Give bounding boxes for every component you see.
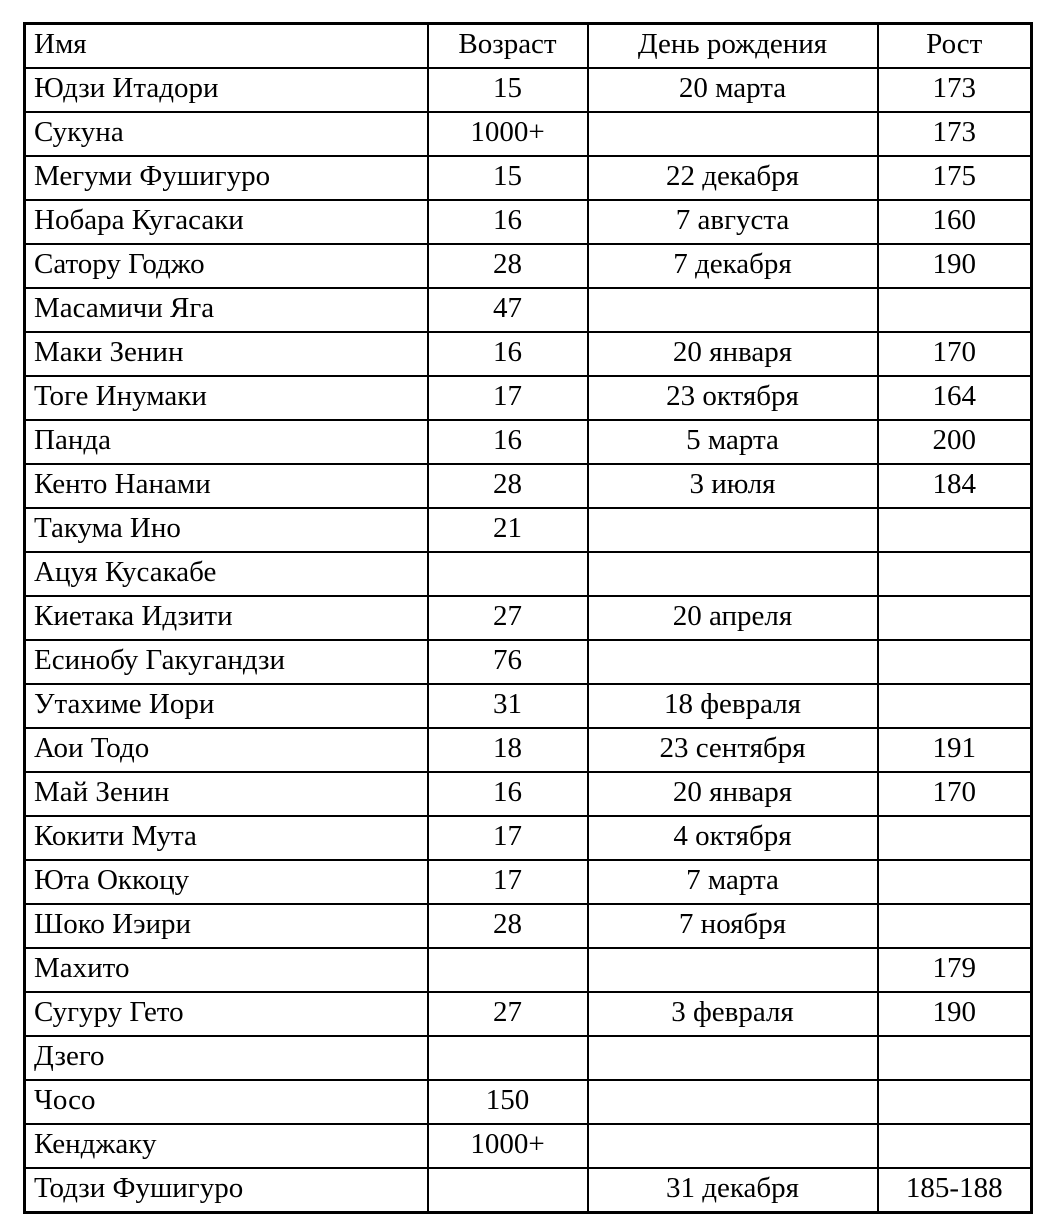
cell-name: Ацуя Кусакабе xyxy=(25,552,428,596)
cell-height xyxy=(878,640,1032,684)
cell-age: 16 xyxy=(428,200,588,244)
cell-age: 17 xyxy=(428,376,588,420)
cell-name: Тодзи Фушигуро xyxy=(25,1168,428,1213)
cell-name: Сатору Годжо xyxy=(25,244,428,288)
cell-height: 170 xyxy=(878,772,1032,816)
cell-birthday: 7 декабря xyxy=(588,244,878,288)
cell-name: Мегуми Фушигуро xyxy=(25,156,428,200)
cell-name: Маки Зенин xyxy=(25,332,428,376)
cell-age: 28 xyxy=(428,464,588,508)
table-row xyxy=(25,684,1032,728)
cell-birthday: 23 октября xyxy=(588,376,878,420)
table-row xyxy=(25,1124,1032,1168)
cell-birthday: 3 февраля xyxy=(588,992,878,1036)
cell-birthday: 4 октября xyxy=(588,816,878,860)
cell-name: Юдзи Итадори xyxy=(25,68,428,112)
table-row xyxy=(25,904,1032,948)
cell-name: Тоге Инумаки xyxy=(25,376,428,420)
column-header-age: Возраст xyxy=(428,24,588,69)
cell-birthday xyxy=(588,948,878,992)
table-row xyxy=(25,728,1032,772)
table-row xyxy=(25,772,1032,816)
cell-age: 21 xyxy=(428,508,588,552)
cell-birthday xyxy=(588,1036,878,1080)
table-row xyxy=(25,860,1032,904)
cell-name: Утахиме Иори xyxy=(25,684,428,728)
cell-name: Юта Оккоцу xyxy=(25,860,428,904)
cell-name: Такума Ино xyxy=(25,508,428,552)
cell-name: Аои Тодо xyxy=(25,728,428,772)
cell-age: 28 xyxy=(428,244,588,288)
cell-birthday xyxy=(588,640,878,684)
cell-height: 190 xyxy=(878,244,1032,288)
cell-name: Масамичи Яга xyxy=(25,288,428,332)
cell-birthday: 20 января xyxy=(588,332,878,376)
cell-name: Чосо xyxy=(25,1080,428,1124)
table-row xyxy=(25,112,1032,156)
cell-age: 150 xyxy=(428,1080,588,1124)
cell-height: 173 xyxy=(878,68,1032,112)
cell-age: 18 xyxy=(428,728,588,772)
table-row xyxy=(25,420,1032,464)
cell-age: 15 xyxy=(428,156,588,200)
cell-age: 15 xyxy=(428,68,588,112)
cell-age: 17 xyxy=(428,816,588,860)
table-row xyxy=(25,288,1032,332)
cell-age: 1000+ xyxy=(428,112,588,156)
cell-height xyxy=(878,288,1032,332)
cell-birthday: 20 марта xyxy=(588,68,878,112)
cell-age: 16 xyxy=(428,772,588,816)
cell-age: 17 xyxy=(428,860,588,904)
cell-height: 160 xyxy=(878,200,1032,244)
cell-birthday xyxy=(588,508,878,552)
column-header-birthday: День рождения xyxy=(588,24,878,69)
characters-table xyxy=(23,22,1033,1214)
cell-name: Махито xyxy=(25,948,428,992)
cell-birthday: 7 марта xyxy=(588,860,878,904)
cell-name: Дзего xyxy=(25,1036,428,1080)
cell-name: Сугуру Гето xyxy=(25,992,428,1036)
cell-name: Шоко Иэири xyxy=(25,904,428,948)
cell-name: Панда xyxy=(25,420,428,464)
cell-age: 47 xyxy=(428,288,588,332)
cell-height xyxy=(878,816,1032,860)
cell-height: 170 xyxy=(878,332,1032,376)
cell-birthday xyxy=(588,1124,878,1168)
cell-age xyxy=(428,1036,588,1080)
table-row xyxy=(25,200,1032,244)
cell-age xyxy=(428,552,588,596)
column-header-name: Имя xyxy=(25,24,428,69)
cell-name: Кокити Мута xyxy=(25,816,428,860)
table-row xyxy=(25,596,1032,640)
table-row xyxy=(25,1080,1032,1124)
cell-height xyxy=(878,1124,1032,1168)
cell-height: 184 xyxy=(878,464,1032,508)
cell-birthday xyxy=(588,112,878,156)
table-body xyxy=(25,24,1032,1213)
cell-birthday xyxy=(588,288,878,332)
table-row xyxy=(25,376,1032,420)
table-row xyxy=(25,464,1032,508)
cell-name: Киетака Идзити xyxy=(25,596,428,640)
cell-height xyxy=(878,596,1032,640)
cell-birthday: 20 января xyxy=(588,772,878,816)
cell-birthday: 22 декабря xyxy=(588,156,878,200)
cell-age: 16 xyxy=(428,420,588,464)
cell-birthday: 31 декабря xyxy=(588,1168,878,1213)
table-row xyxy=(25,156,1032,200)
cell-age xyxy=(428,1168,588,1213)
cell-height xyxy=(878,684,1032,728)
table-row xyxy=(25,948,1032,992)
cell-birthday: 18 февраля xyxy=(588,684,878,728)
cell-name: Есинобу Гакугандзи xyxy=(25,640,428,684)
cell-age: 31 xyxy=(428,684,588,728)
cell-height: 179 xyxy=(878,948,1032,992)
cell-name: Нобара Кугасаки xyxy=(25,200,428,244)
cell-age: 1000+ xyxy=(428,1124,588,1168)
cell-name: Кенто Нанами xyxy=(25,464,428,508)
cell-height: 185-188 xyxy=(878,1168,1032,1213)
cell-age: 76 xyxy=(428,640,588,684)
cell-birthday: 23 сентября xyxy=(588,728,878,772)
cell-height xyxy=(878,904,1032,948)
cell-birthday: 5 марта xyxy=(588,420,878,464)
cell-birthday: 7 августа xyxy=(588,200,878,244)
cell-age: 27 xyxy=(428,992,588,1036)
column-header-height: Рост xyxy=(878,24,1032,69)
cell-age: 27 xyxy=(428,596,588,640)
cell-height xyxy=(878,1036,1032,1080)
table-row xyxy=(25,332,1032,376)
cell-height: 190 xyxy=(878,992,1032,1036)
cell-name: Сукуна xyxy=(25,112,428,156)
table-row xyxy=(25,508,1032,552)
table-row xyxy=(25,552,1032,596)
cell-age xyxy=(428,948,588,992)
cell-height: 164 xyxy=(878,376,1032,420)
cell-height: 200 xyxy=(878,420,1032,464)
cell-height: 191 xyxy=(878,728,1032,772)
header-row xyxy=(25,24,1032,69)
table-row xyxy=(25,640,1032,684)
table-row xyxy=(25,244,1032,288)
cell-name: Кенджаку xyxy=(25,1124,428,1168)
table-row xyxy=(25,1036,1032,1080)
table-row xyxy=(25,816,1032,860)
cell-height xyxy=(878,1080,1032,1124)
cell-height xyxy=(878,508,1032,552)
cell-birthday: 20 апреля xyxy=(588,596,878,640)
cell-birthday: 7 ноября xyxy=(588,904,878,948)
table-row xyxy=(25,1168,1032,1213)
cell-height: 175 xyxy=(878,156,1032,200)
cell-name: Май Зенин xyxy=(25,772,428,816)
table-row xyxy=(25,68,1032,112)
cell-height: 173 xyxy=(878,112,1032,156)
cell-age: 16 xyxy=(428,332,588,376)
table-row xyxy=(25,992,1032,1036)
cell-height xyxy=(878,860,1032,904)
cell-height xyxy=(878,552,1032,596)
cell-age: 28 xyxy=(428,904,588,948)
cell-birthday xyxy=(588,552,878,596)
cell-birthday xyxy=(588,1080,878,1124)
cell-birthday: 3 июля xyxy=(588,464,878,508)
